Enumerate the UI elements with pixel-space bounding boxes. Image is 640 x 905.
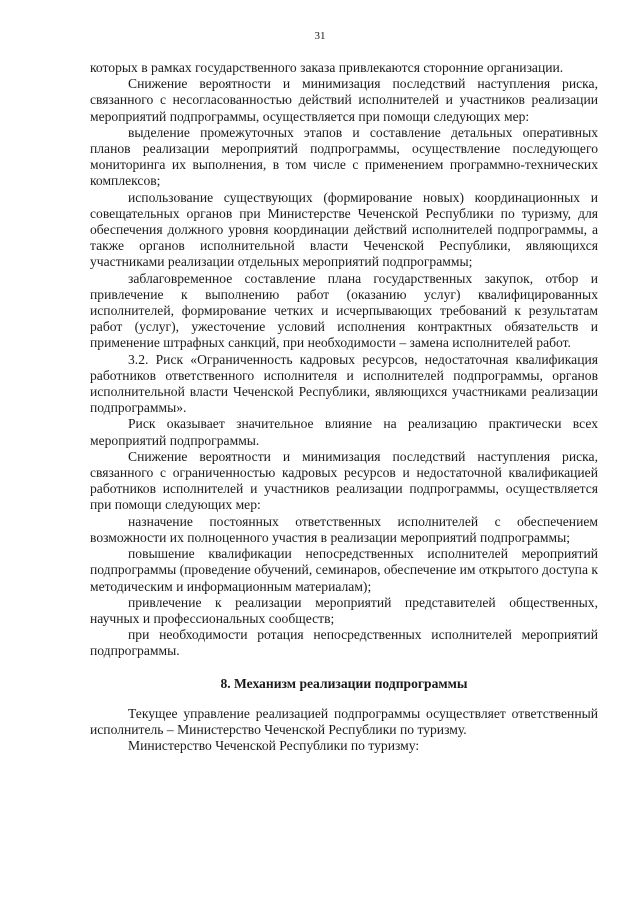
paragraph: при необходимости ротация непосредственных исполнителей мероприятий подпрограммы. xyxy=(90,627,598,659)
section-heading: 8. Механизм реализации подпрограммы xyxy=(220,675,468,691)
paragraph: использование существующих (формирование новых) координационных и совещательных органов при Министерстве Чеченской Республики по туризму, для обеспечения должного уровня координации действий исполнителей подпрограммы, а также органов исполнительной власти Чеченской Республики, являющихся участниками реализации отдельных мероприятий подпрограммы; xyxy=(90,189,598,270)
paragraph: привлечение к реализации мероприятий представителей общественных, научных и профессиональных сообществ; xyxy=(90,594,598,626)
paragraph: Министерство Чеченской Республики по туризму: xyxy=(128,738,420,754)
paragraph: Снижение вероятности и минимизация последствий наступления риска, связанного с несогласованностью действий исполнителей и участников реализации мероприятий подпрограммы, осуществляется при помощи следующих мер: xyxy=(90,76,598,124)
paragraph: Снижение вероятности и минимизация последствий наступления риска, связанного с ограниченностью кадровых ресурсов и недостаточной квалификацией работников исполнителей и участников реализации подпрограммы, осуществляется при помощи следующих мер: xyxy=(90,448,598,513)
paragraph: Текущее управление реализацией подпрограммы осуществляет ответственный исполнитель – Министерство Чеченской Республики по туризму. xyxy=(90,705,598,737)
paragraph: назначение постоянных ответственных исполнителей с обеспечением возможности их полноценного участия в реализации мероприятий подпрограммы; xyxy=(90,513,598,545)
paragraph: которых в рамках государственного заказа привлекаются сторонние организации. xyxy=(90,60,564,75)
paragraph: Риск оказывает значительное влияние на реализацию практически всех мероприятий подпрограммы. xyxy=(90,416,598,448)
paragraph: заблаговременное составление плана государственных закупок, отбор и привлечение к выполнению работ (оказанию услуг) квалифицированных исполнителей, формирование четких и исчерпывающих требований к результатам работ (услуг), ужесточение условий исполнения контрактных обязательств и применение штрафных санкций, при необходимости – замена исполнителей работ. xyxy=(90,270,598,351)
paragraph: выделение промежуточных этапов и составление детальных оперативных планов реализации мероприятий подпрограммы, осуществление последующего мониторинга их выполнения, в том числе с применением программно-технических комплексов; xyxy=(90,124,598,189)
page-number: 31 xyxy=(314,30,326,42)
paragraph: повышение квалификации непосредственных исполнителей мероприятий подпрограммы (проведение обучений, семинаров, обеспечение им открытого доступа к методическим и информационным материалам); xyxy=(90,546,598,594)
paragraph: 3.2. Риск «Ограниченность кадровых ресурсов, недостаточная квалификация работников ответственного исполнителя и исполнителей подпрограммы, органов исполнительной власти Чеченской Республики, являющихся участниками реализации подпрограммы». xyxy=(90,351,598,416)
document-body xyxy=(90,60,598,754)
